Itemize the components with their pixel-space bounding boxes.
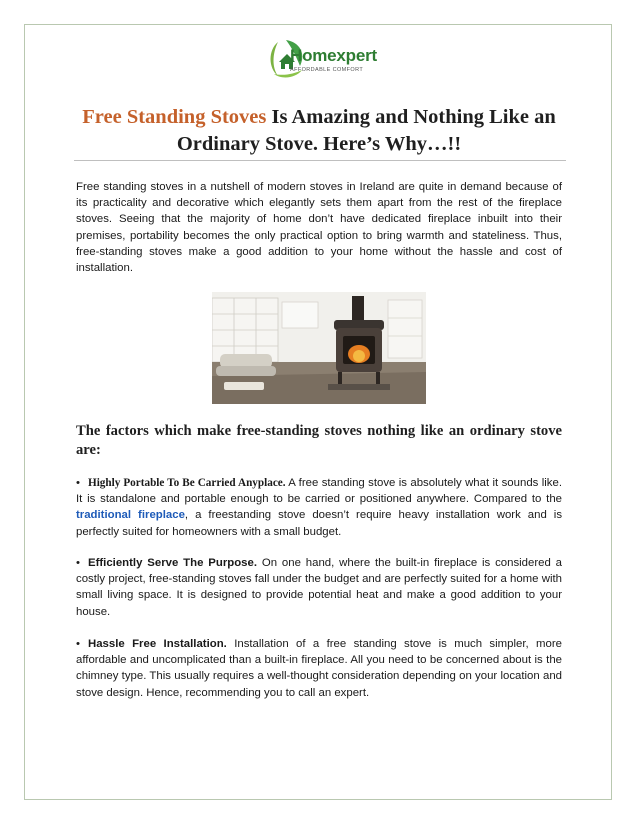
bullet-marker: • — [76, 638, 80, 650]
intro-paragraph: Free standing stoves in a nutshell of modern stoves in Ireland are quite in demand because of its practicality and decorative which elegantly sets them apart from the rest of the fireplace stoves. Seeing that the majority of home don’t have dedicated fireplace inbuilt into their premises, portability becomes the only practical option to bring warmth and stateliness. Thus, free-standing stoves make a good addition to your home without the hassle and cost of installation. — [76, 181, 562, 275]
list-item — [76, 636, 562, 701]
traditional-fireplace-link[interactable]: traditional fireplace — [76, 509, 185, 522]
bullet-text: Installation of a free standing stove is much simpler, more affordable and uncomplicated than a built-in fireplace. All you need to be concerned about is the chimney type. This usually requires a well-thought consideration depending on your location and stove design. Hence, recommending you to call an expert. — [76, 638, 562, 699]
brand-tagline: AFFORDABLE COMFORT — [290, 67, 364, 73]
bullet-heading: Efficiently Serve The Purpose. — [88, 557, 258, 569]
bullet-marker: • — [76, 557, 80, 569]
brand-name: Homexpert — [290, 46, 378, 65]
bullet-heading: Hassle Free Installation. — [88, 638, 227, 650]
bullet-text: A free standing stove is absolutely what it sounds like. It is standalone and portable enough to be carried or positioned anywhere. Compared to the — [76, 477, 562, 506]
section-heading: The factors which make free-standing stoves nothing like an ordinary stove are: — [76, 423, 562, 458]
title-accent: Free Standing Stoves — [82, 106, 267, 128]
bullet-text-end: , a freestanding stove doesn’t require heavy installation work and is perfectly suited for homeowners with a small budget. — [76, 509, 563, 538]
list-item — [76, 475, 562, 540]
bullet-text: On one hand, where the built-in fireplace is considered a costly project, free-standing stoves fall under the budget and are perfectly suited for a home with small living space. It is designed to provide potential heat and make a good addition to your house. — [76, 557, 562, 618]
bullet-marker: • — [76, 477, 80, 489]
title-rest: Is Amazing and Nothing Like an Ordinary Stove. Here’s Why…!! — [176, 106, 556, 155]
bullet-heading: Highly Portable To Be Carried Anyplace. — [88, 477, 286, 489]
title-divider — [74, 160, 566, 161]
page-title — [64, 104, 574, 158]
stove-photo — [212, 292, 426, 404]
list-item — [76, 555, 562, 620]
